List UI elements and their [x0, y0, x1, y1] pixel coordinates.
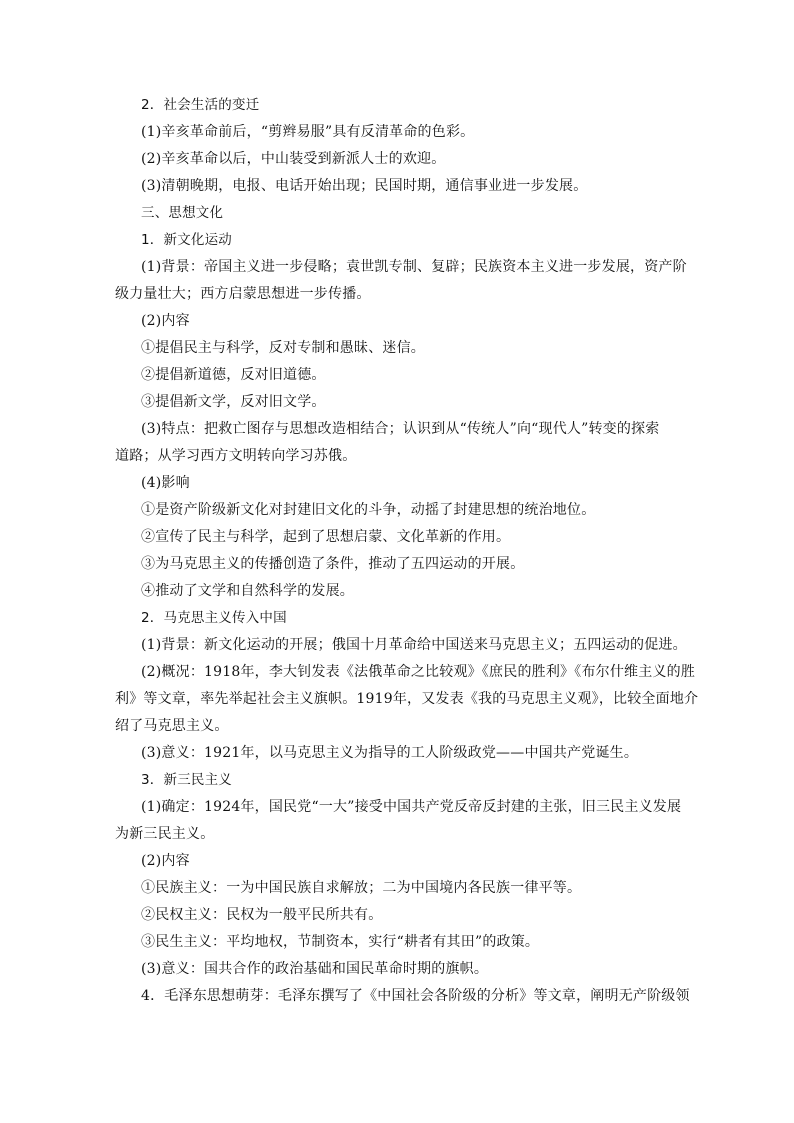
paragraph-line: (2)内容 — [141, 313, 190, 329]
paragraph-line: (2)概况：1918年，李大钊发表《法俄革命之比较观》《庶民的胜利》《布尔什维主义的胜 — [141, 664, 696, 680]
document-body — [115, 92, 699, 1010]
paragraph-line: ①民族主义：一为中国民族自求解放；二为中国境内各民族一律平等。 — [141, 880, 582, 896]
paragraph-line: ③为马克思主义的传播创造了条件，推动了五四运动的开展。 — [141, 556, 525, 572]
paragraph-line: 4．毛泽东思想萌芽：毛泽东撰写了《中国社会各阶级的分析》等文章，阐明无产阶级领 — [141, 988, 690, 1004]
paragraph-line: 级力量壮大；西方启蒙思想进一步传播。 — [115, 286, 371, 302]
paragraph-line: (1)背景：新文化运动的开展；俄国十月革命给中国送来马克思主义；五四运动的促进。 — [141, 637, 687, 653]
paragraph-line: ④推动了文学和自然科学的发展。 — [141, 583, 354, 599]
paragraph-line: (3)清朝晚期，电报、电话开始出现；民国时期，通信事业进一步发展。 — [141, 178, 588, 194]
paragraph-line: (1)辛亥革命前后，“剪辫易服”具有反清革命的色彩。 — [141, 124, 475, 140]
paragraph-line: ③提倡新文学，反对旧文学。 — [141, 394, 326, 410]
section-heading-marxism: 2．马克思主义传入中国 — [141, 610, 287, 626]
paragraph-line: 道路；从学习西方文明转向学习苏俄。 — [115, 448, 357, 464]
paragraph-line: ②宣传了民主与科学，起到了思想启蒙、文化革新的作用。 — [141, 529, 511, 545]
paragraph-line: ①提倡民主与科学，反对专制和愚昧、迷信。 — [141, 340, 425, 356]
paragraph-line: ③民生主义：平均地权，节制资本，实行“耕者有其田”的政策。 — [141, 934, 540, 950]
section-heading-three-principles: 3．新三民主义 — [141, 772, 232, 788]
paragraph-line: ②民权主义：民权为一般平民所共有。 — [141, 907, 383, 923]
paragraph-line: (3)意义：国共合作的政治基础和国民革命时期的旗帜。 — [141, 961, 489, 977]
paragraph-line: 为新三民主义。 — [115, 826, 215, 842]
paragraph-line: (1)确定：1924年，国民党“一大”接受中国共产党反帝反封建的主张，旧三民主义发展 — [141, 799, 682, 815]
section-heading-thought-culture: 三、思想文化 — [141, 205, 224, 221]
paragraph-line: (3)特点：把救亡图存与思想改造相结合；认识到从“传统人”向“现代人”转变的探索 — [141, 421, 660, 437]
paragraph-line: (2)辛亥革命以后，中山装受到新派人士的欢迎。 — [141, 151, 446, 167]
paragraph-line: (4)影响 — [141, 475, 190, 491]
paragraph-line: (1)背景：帝国主义进一步侵略；袁世凯专制、复辟；民族资本主义进一步发展，资产阶 — [141, 259, 687, 275]
section-heading-new-culture-movement: 1．新文化运动 — [141, 232, 232, 248]
paragraph-line: ②提倡新道德，反对旧道德。 — [141, 367, 326, 383]
paragraph-line: 利》等文章，率先举起社会主义旗帜。1919年，又发表《我的马克思主义观》，比较全面地介 — [115, 691, 699, 707]
section-heading-social-life: 2．社会生活的变迁 — [141, 97, 260, 113]
paragraph-line: (2)内容 — [141, 853, 190, 869]
paragraph-line: (3)意义：1921年，以马克思主义为指导的工人阶级政党——中国共产党诞生。 — [141, 745, 639, 761]
paragraph-line: ①是资产阶级新文化对封建旧文化的斗争，动摇了封建思想的统治地位。 — [141, 502, 596, 518]
paragraph-line: 绍了马克思主义。 — [115, 718, 229, 734]
